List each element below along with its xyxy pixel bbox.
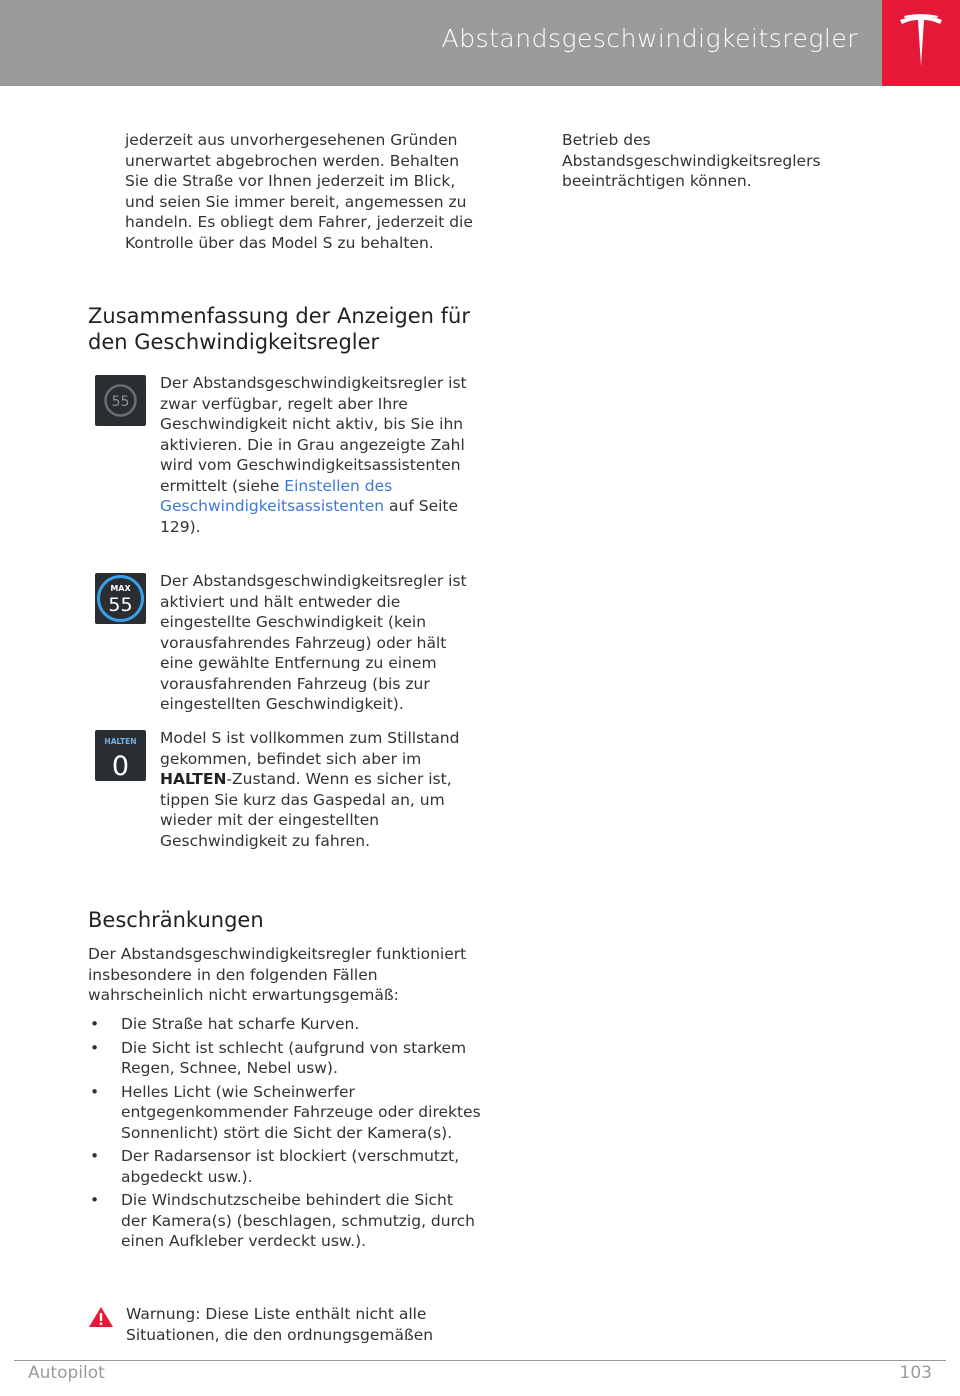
hold-value: 0 — [111, 751, 130, 781]
tesla-logo — [882, 0, 960, 86]
warning-icon — [88, 1306, 114, 1328]
list-item-text: Helles Licht (wie Scheinwerfer entgegenkommender Fahrzeuge oder direktes Sonnenlicht) stört die Sicht der Kamera(s). — [121, 1082, 481, 1142]
intro-paragraph: jederzeit aus unvorhergesehenen Gründen unerwartet abgebrochen werden. Behalten Sie die Straße vor Ihnen jederzeit im Blick, und seien Sie immer bereit, angemessen zu handeln. Es obliegt dem Fahrer, jederzeit die Kontrolle über das Model S zu behalten. — [125, 131, 473, 252]
warning-label: Warnung: — [126, 1305, 201, 1323]
indicator-1-text — [160, 373, 480, 537]
page-header — [0, 0, 960, 86]
list-item-text: Die Straße hat scharfe Kurven. — [121, 1015, 360, 1033]
indicator-3-text-a: Model S ist vollkommen zum Stillstand gekommen, befindet sich aber im — [160, 729, 460, 768]
summary-heading: Zusammenfassung der Anzeigen für den Geschwindigkeitsregler — [88, 304, 470, 354]
tesla-logo-icon — [898, 14, 944, 70]
hold-icon — [95, 730, 146, 781]
speed-available-icon — [95, 375, 146, 426]
hold-label: HALTEN — [104, 737, 137, 746]
bullet-symbol: • — [90, 1191, 100, 1209]
list-item-text: Die Sicht ist schlecht (aufgrund von starkem Regen, Schnee, Nebel usw). — [121, 1038, 467, 1077]
limitations-intro: Der Abstandsgeschwindigkeitsregler funktioniert insbesondere in den folgenden Fällen wahrscheinlich nicht erwartungsgemäß: — [88, 945, 467, 1004]
footer-section: Autopilot — [28, 1363, 105, 1383]
halten-keyword: HALTEN — [160, 770, 227, 788]
speed-available-value: 55 — [111, 394, 130, 410]
list-item — [88, 1038, 483, 1079]
bullet-symbol: • — [90, 1147, 100, 1165]
indicator-3-text-b: -Zustand. Wenn es sicher ist, tippen Sie kurz das Gaspedal an, um wieder mit der eingestellten Geschwindigkeit zu fahren. — [160, 770, 452, 850]
list-item — [88, 1146, 483, 1187]
right-column-text: Betrieb des Abstandsgeschwindigkeitsreglers beeinträchtigen können. — [562, 131, 821, 190]
list-item — [88, 1014, 483, 1035]
limitations-list — [88, 1014, 483, 1255]
list-item-text: Die Windschutzscheibe behindert die Sicht der Kamera(s) (beschlagen, schmutzig, durch einen Aufkleber verdeckt usw.). — [121, 1191, 475, 1250]
list-item — [88, 1082, 483, 1144]
warning-text — [126, 1304, 483, 1345]
warning-body: Diese Liste enthält nicht alle Situationen, die den ordnungsgemäßen — [126, 1305, 434, 1344]
indicator-3-text — [160, 728, 480, 851]
speed-active-label: MAX — [110, 584, 131, 593]
page-title: Abstandsgeschwindigkeitsregler — [441, 24, 858, 53]
bullet-symbol: • — [90, 1082, 100, 1101]
bullet-symbol: • — [90, 1015, 100, 1033]
footer-divider — [14, 1360, 946, 1361]
list-item-text: Der Radarsensor ist blockiert (verschmutzt, abgedeckt usw.). — [121, 1147, 460, 1186]
indicator-2-text: Der Abstandsgeschwindigkeitsregler ist aktiviert und hält entweder die eingestellte Geschwindigkeit (kein vorausfahrendes Fahrzeug) oder hält eine gewählte Entfernung zu einem vorausfahrenden Fahrzeug (bis zur eingestellten Geschwindigkeit). — [160, 572, 467, 713]
list-item — [88, 1190, 483, 1252]
footer-page-number: 103 — [899, 1363, 932, 1383]
speed-active-value: 55 — [108, 594, 133, 616]
indicator-1-text-a: Der Abstandsgeschwindigkeitsregler ist zwar verfügbar, regelt aber Ihre Geschwindigkeit nicht aktiv, bis Sie ihn aktivieren. Die in Grau angezeigte Zahl wird vom Geschwindigkeitsassistenten ermittelt (siehe — [160, 374, 467, 495]
bullet-symbol: • — [90, 1038, 100, 1057]
link-geschwindigkeitsassistent[interactable]: Einstellen des Geschwindigkeitsassistenten — [160, 476, 393, 515]
speed-active-icon — [95, 573, 146, 624]
indicator-1-text-b: auf Seite 129). — [160, 497, 459, 536]
limitations-heading: Beschränkungen — [88, 908, 264, 932]
